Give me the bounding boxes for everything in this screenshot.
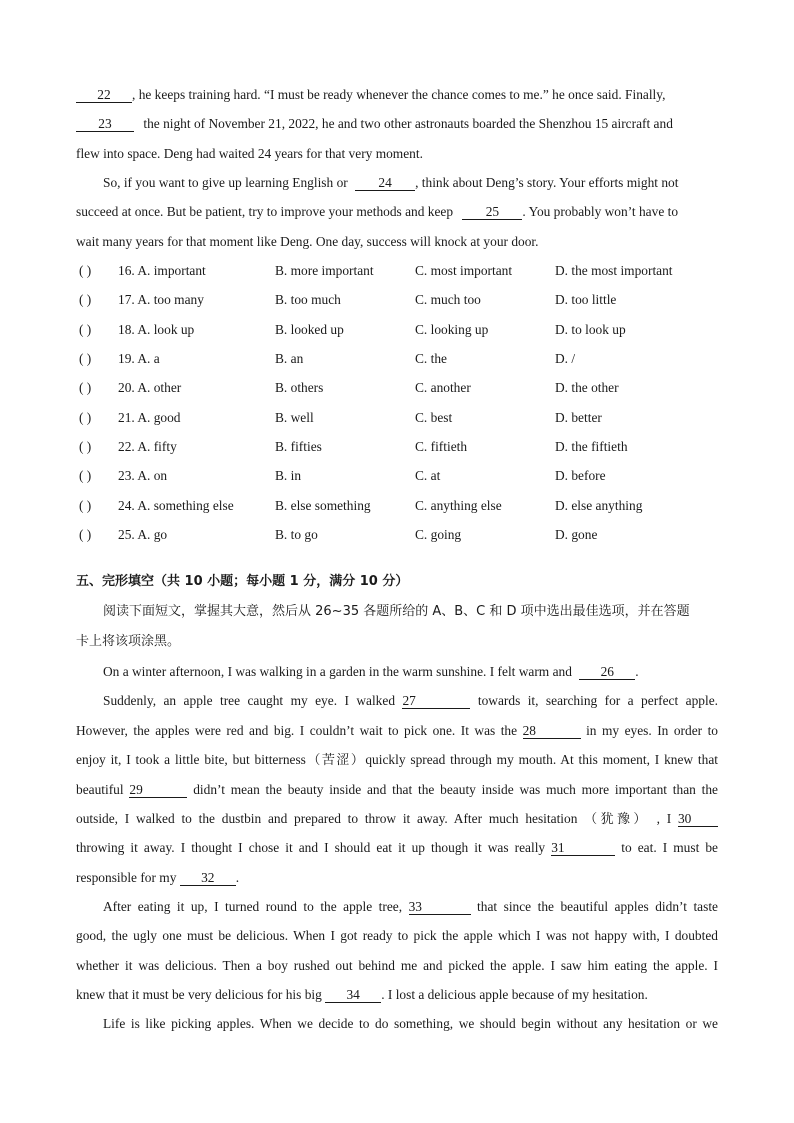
passage2-line-9: [103, 898, 718, 916]
option-b[interactable]: B. fifties: [275, 439, 322, 454]
question-20: [76, 379, 718, 397]
blank-25[interactable]: 25: [462, 204, 522, 220]
passage1-line-6: wait many years for that moment like Deng. One day, success will knock at your door.: [76, 234, 539, 249]
blank-29[interactable]: 29: [129, 782, 187, 798]
option-d[interactable]: D. to look up: [555, 322, 626, 337]
text: However, the apples were red and big. I couldn’t wait to pick one. It was the: [76, 723, 518, 738]
option-c[interactable]: C. going: [415, 527, 462, 542]
passage2-line-12: [76, 986, 718, 1004]
question-21: [76, 409, 718, 427]
passage2-line-2: [103, 692, 718, 710]
blank-34[interactable]: 34: [325, 987, 381, 1003]
passage2-line-6: [76, 810, 718, 829]
answer-bracket[interactable]: ( ): [79, 527, 92, 542]
option-c[interactable]: C. at: [415, 468, 441, 483]
passage1-line-3: flew into space. Deng had waited 24 years for that very moment.: [76, 146, 423, 161]
blank-23[interactable]: 23: [76, 116, 134, 132]
text: Suddenly, an apple tree caught my eye. I walked: [103, 693, 396, 708]
text: that since the beautiful apples didn’t taste: [477, 899, 718, 914]
passage2-line-1: [103, 663, 718, 681]
option-c[interactable]: C. much too: [415, 292, 481, 307]
question-17: [76, 291, 718, 309]
question-25: [76, 526, 718, 544]
text: outside, I walked to the dustbin and prepared to throw it away. After much hesitation: [76, 811, 578, 826]
text: , he keeps training hard. “I must be ready whenever the chance comes to me.” he once said. Finally,: [132, 87, 666, 102]
text: . I lost a delicious apple because of my hesitation.: [381, 987, 648, 1002]
passage2-line-13: Life is like picking apples. When we decide to do something, we should begin without any hesitation or we: [103, 1016, 718, 1031]
passage1-line-2: [76, 115, 718, 133]
text: quickly spread through my mouth. At this moment, I knew that: [365, 752, 718, 767]
answer-bracket[interactable]: ( ): [79, 263, 92, 278]
question-24: [76, 497, 718, 515]
passage1-line-4: [103, 174, 718, 192]
option-d[interactable]: D. /: [555, 351, 576, 366]
option-d[interactable]: D. gone: [555, 527, 598, 542]
answer-bracket[interactable]: ( ): [79, 351, 92, 366]
option-a[interactable]: 25. A. go: [118, 527, 168, 542]
answer-bracket[interactable]: ( ): [79, 498, 92, 513]
gloss: （犹豫）: [584, 812, 650, 827]
text: .: [235, 870, 240, 885]
answer-bracket[interactable]: ( ): [79, 380, 92, 395]
blank-32[interactable]: 32: [180, 870, 236, 886]
blank-22[interactable]: 22: [76, 87, 132, 103]
gloss: （苦涩）: [305, 753, 366, 768]
text: knew that it must be very delicious for his big: [76, 987, 322, 1002]
text: to eat. I must be: [621, 840, 718, 855]
option-d[interactable]: D. the fiftieth: [555, 439, 628, 454]
question-19: [76, 350, 718, 368]
option-b[interactable]: B. to go: [275, 527, 318, 542]
answer-bracket[interactable]: ( ): [79, 292, 92, 307]
passage2-line-11: whether it was delicious. Then a boy rushed out behind me and picked the apple. I saw him eating the apple. I: [76, 958, 718, 973]
passage2-line-8: [76, 869, 718, 887]
option-b[interactable]: B. others: [275, 380, 324, 395]
option-b[interactable]: B. an: [275, 351, 304, 366]
option-a[interactable]: 21. A. good: [118, 410, 181, 425]
option-b[interactable]: B. in: [275, 468, 302, 483]
option-d[interactable]: D. the most important: [555, 263, 673, 278]
option-c[interactable]: C. looking up: [415, 322, 489, 337]
text: towards it, searching for a perfect apple.: [477, 693, 718, 708]
passage1-line-5: [76, 203, 718, 221]
passage2-line-3: [76, 722, 718, 740]
question-18: [76, 321, 718, 339]
option-a[interactable]: 22. A. fifty: [118, 439, 177, 454]
answer-bracket[interactable]: ( ): [79, 410, 92, 425]
blank-31[interactable]: 31: [551, 840, 615, 856]
answer-bracket[interactable]: ( ): [79, 439, 92, 454]
option-d[interactable]: D. before: [555, 468, 606, 483]
blank-24[interactable]: 24: [355, 175, 415, 191]
blank-33[interactable]: 33: [409, 899, 471, 915]
text: After eating it up, I turned round to the apple tree,: [103, 899, 403, 914]
text: . You probably won’t have to: [522, 204, 679, 219]
text: succeed at once. But be patient, try to improve your methods and keep: [76, 204, 454, 219]
option-c[interactable]: C. most important: [415, 263, 513, 278]
text: , think about Deng’s story. Your efforts might not: [415, 175, 679, 190]
passage2-line-4: [76, 751, 718, 770]
option-d[interactable]: D. better: [555, 410, 602, 425]
option-d[interactable]: D. too little: [555, 292, 617, 307]
blank-26[interactable]: 26: [579, 664, 635, 680]
blank-28[interactable]: 28: [523, 723, 581, 739]
answer-bracket[interactable]: ( ): [79, 322, 92, 337]
option-a[interactable]: 24. A. something else: [118, 498, 234, 513]
text: , I: [656, 811, 672, 826]
passage2-line-7: [76, 839, 718, 857]
option-b[interactable]: B. too much: [275, 292, 341, 307]
text: enjoy it, I took a little bite, but bitterness: [76, 752, 306, 767]
option-a[interactable]: 20. A. other: [118, 380, 182, 395]
answer-bracket[interactable]: ( ): [79, 468, 92, 483]
option-b[interactable]: B. well: [275, 410, 314, 425]
text: responsible for my: [76, 870, 177, 885]
passage2-line-5: [76, 781, 718, 799]
text: didn’t mean the beauty inside and that the beauty inside was much more important than the: [193, 782, 719, 797]
section-heading: 五、完形填空（共 10 小题；每小题 1 分，满分 10 分）: [76, 574, 409, 589]
text: throwing it away. I thought I chose it and I should eat it up though it was really: [76, 840, 546, 855]
question-16: [76, 262, 718, 280]
option-a[interactable]: 17. A. too many: [118, 292, 204, 307]
text: .: [635, 664, 639, 679]
text: So, if you want to give up learning English or: [103, 175, 348, 190]
text: On a winter afternoon, I was walking in a garden in the warm sunshine. I felt warm and: [103, 664, 572, 679]
question-23: [76, 467, 718, 485]
option-c[interactable]: C. anything else: [415, 498, 502, 513]
option-d[interactable]: D. else anything: [555, 498, 643, 513]
instructions-line-2: 卡上将该项涂黑。: [76, 634, 181, 649]
text: in my eyes. In order to: [586, 723, 718, 738]
blank-30[interactable]: 30: [678, 811, 718, 827]
option-b[interactable]: B. else something: [275, 498, 371, 513]
option-a[interactable]: 19. A. a: [118, 351, 160, 366]
option-b[interactable]: B. looked up: [275, 322, 344, 337]
passage1-line-1: [76, 86, 718, 104]
instructions-line-1: 阅读下面短文，掌握其大意，然后从 26~35 各题所给的 A、B、C 和 D 项中选出最佳选项，并在答题: [103, 604, 690, 619]
option-c[interactable]: C. the: [415, 351, 447, 366]
text: beautiful: [76, 782, 124, 797]
option-a[interactable]: 18. A. look up: [118, 322, 195, 337]
option-c[interactable]: C. best: [415, 410, 453, 425]
option-a[interactable]: 23. A. on: [118, 468, 168, 483]
question-22: [76, 438, 718, 456]
option-b[interactable]: B. more important: [275, 263, 374, 278]
option-c[interactable]: C. fiftieth: [415, 439, 468, 454]
option-d[interactable]: D. the other: [555, 380, 619, 395]
option-a[interactable]: 16. A. important: [118, 263, 206, 278]
option-c[interactable]: C. another: [415, 380, 471, 395]
passage2-line-10: good, the ugly one must be delicious. When I got ready to pick the apple which I was not happy with, I doubted: [76, 928, 718, 943]
text: the night of November 21, 2022, he and two other astronauts boarded the Shenzhou 15 aircraft and: [143, 116, 673, 131]
blank-27[interactable]: 27: [402, 693, 470, 709]
